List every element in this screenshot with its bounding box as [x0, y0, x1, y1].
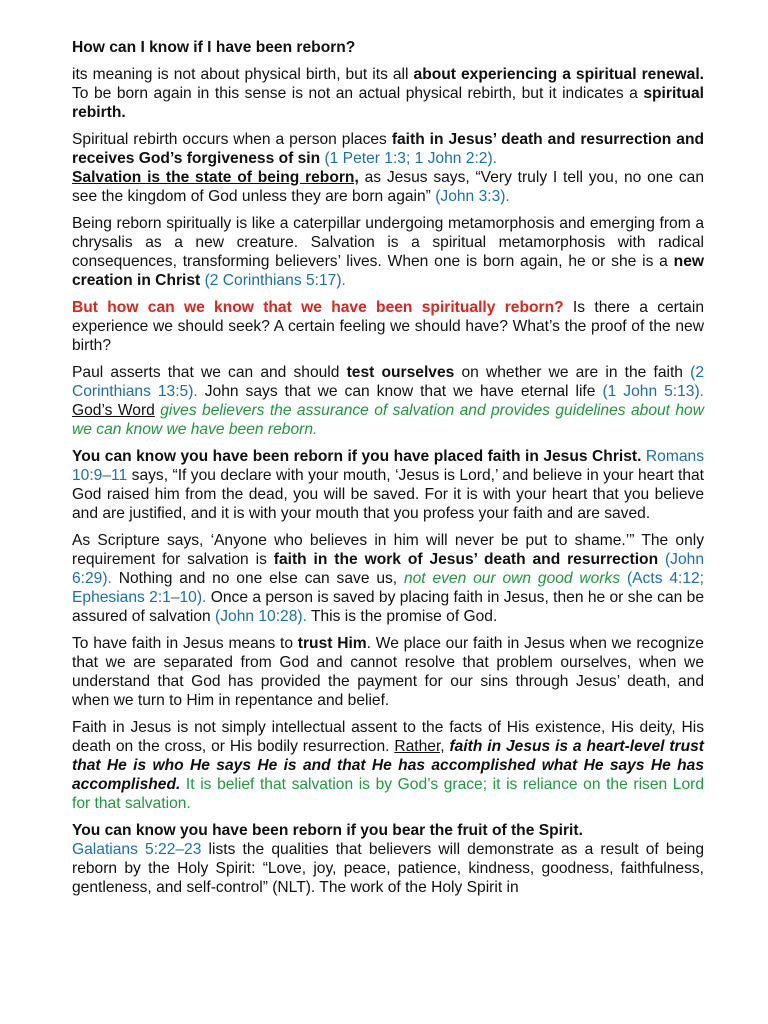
text-run: Is there a certain experience we should seek? A certain feeling we should have? What’s the proof of the new birth? [72, 299, 704, 354]
bold-text: new creation in Christ [72, 253, 704, 289]
underlined-text: God’s Word [72, 402, 155, 419]
green-text: It is belief that salvation is by God’s grace; it is reliance on the risen Lord for that salvation. [72, 776, 704, 812]
text-run: As Scripture says, ‘Anyone who believes in him will never be put to shame.’” The only requirement for salvation is [72, 532, 704, 568]
highlighted-question: But how can we know that we have been spiritually reborn? [72, 299, 564, 316]
text-run: lists the qualities that believers will demonstrate as a result of being reborn by the Holy Spirit: “Love, joy, peace, patience, kindness, goodness, faithfulness, gentleness, and self-control” (NLT). The work of the Holy Spirit in [72, 841, 704, 896]
page-title: How can I know if I have been reborn? [72, 39, 356, 56]
text-run: Nothing and no one else can save us, [111, 570, 404, 587]
scripture-reference: (2 Corinthians 5:17). [200, 272, 346, 289]
underlined-text: Rather, [394, 738, 445, 755]
scripture-reference: (John 6:29). [72, 551, 705, 587]
bold-text: spiritual rebirth. [72, 85, 704, 121]
paragraph-trust-him [72, 634, 704, 710]
bold-text: faith in the work of Jesus’ death and resurrection [273, 551, 659, 568]
scripture-reference: Galatians 5:22–23 [72, 841, 202, 858]
bold-text: faith in Jesus’ death and resurrection and receives God’s forgiveness of sin [72, 131, 704, 167]
scripture-reference: Romans 10:9–11 [72, 448, 704, 484]
bold-text: test ourselves [346, 364, 455, 381]
paragraph-fruit-of-spirit [72, 821, 704, 897]
text-run: . We place our faith in Jesus when we recognize that we are separated from God and cannot resolve that problem ourselves, when we understand that God has provided the payment for our sins through Jesus’ death, and when we turn to Him in repentance and belief. [72, 635, 704, 709]
text-run: says, “If you declare with your mouth, ‘Jesus is Lord,’ and believe in your heart that God raised him from the dead, you will be saved. For it is with your heart that you believe and are justified, and it is with your mouth that you profess your faith and are saved. [72, 467, 704, 522]
text-run: as Jesus says, “Very truly I tell you, no one can see the kingdom of God unless they are born again” [72, 169, 705, 205]
underlined-bold-text: Salvation is the state of being reborn, [72, 169, 359, 186]
green-italic-text: not even our own good works [403, 570, 621, 587]
scripture-reference: (John 10:28). [215, 608, 307, 625]
text-run: Spiritual rebirth occurs when a person places [72, 131, 392, 148]
paragraph-caterpillar [72, 214, 704, 290]
scripture-reference: (Acts 4:12; Ephesians 2:1–10). [72, 570, 704, 606]
paragraph-question [72, 298, 704, 355]
text-run: To be born again in this sense is not an actual physical rebirth, but it indicates a [72, 85, 644, 102]
paragraph-test-ourselves [72, 363, 704, 439]
paragraph-heart-level-trust [72, 718, 704, 813]
bold-text: You can know you have been reborn if you bear the fruit of the Spirit. [72, 822, 583, 839]
scripture-reference: (John 3:3). [430, 188, 510, 205]
text-run: This is the promise of God. [306, 608, 498, 625]
scripture-reference: (1 Peter 1:3; 1 John 2:2). [320, 150, 497, 167]
text-run: Paul asserts that we can and should [72, 364, 347, 381]
text-run: on whether we are in the faith [454, 364, 691, 381]
text-run: its meaning is not about physical birth, but its all [72, 66, 414, 83]
text-run: To have faith in Jesus means to [72, 635, 298, 652]
bold-italic-text: faith in Jesus is a heart-level trust that He is who He says He is and that He has accomplished what He says He has accomplished. [72, 738, 704, 793]
bold-text: about experiencing a spiritual renewal. [413, 66, 704, 83]
text-run: Once a person is saved by placing faith in Jesus, then he or she can be assured of salvation [72, 589, 705, 625]
green-italic-text: gives believers the assurance of salvation and provides guidelines about how we can know we have been reborn. [72, 402, 704, 438]
text-run: Faith in Jesus is not simply intellectual assent to the facts of His existence, His deity, His death on the cross, or His bodily resurrection. [72, 719, 704, 755]
scripture-reference: (1 John 5:13). [602, 383, 704, 400]
paragraph-spiritual-rebirth [72, 130, 704, 206]
scripture-reference: (2 Corinthians 13:5). [72, 364, 704, 400]
paragraph-meaning [72, 65, 704, 122]
paragraph-faith-in-christ [72, 447, 704, 523]
text-run: John says that we can know that we have eternal life [197, 383, 603, 400]
paragraph-scripture-says [72, 531, 704, 626]
bold-text: You can know you have been reborn if you have placed faith in Jesus Christ. [72, 448, 642, 465]
bold-text: trust Him [297, 635, 367, 652]
text-run: Being reborn spiritually is like a caterpillar undergoing metamorphosis and emerging from a chrysalis as a new creature. Salvation is a spiritual metamorphosis with radical consequences, transforming believers’ lives. When one is born again, he or she is a [72, 215, 704, 270]
